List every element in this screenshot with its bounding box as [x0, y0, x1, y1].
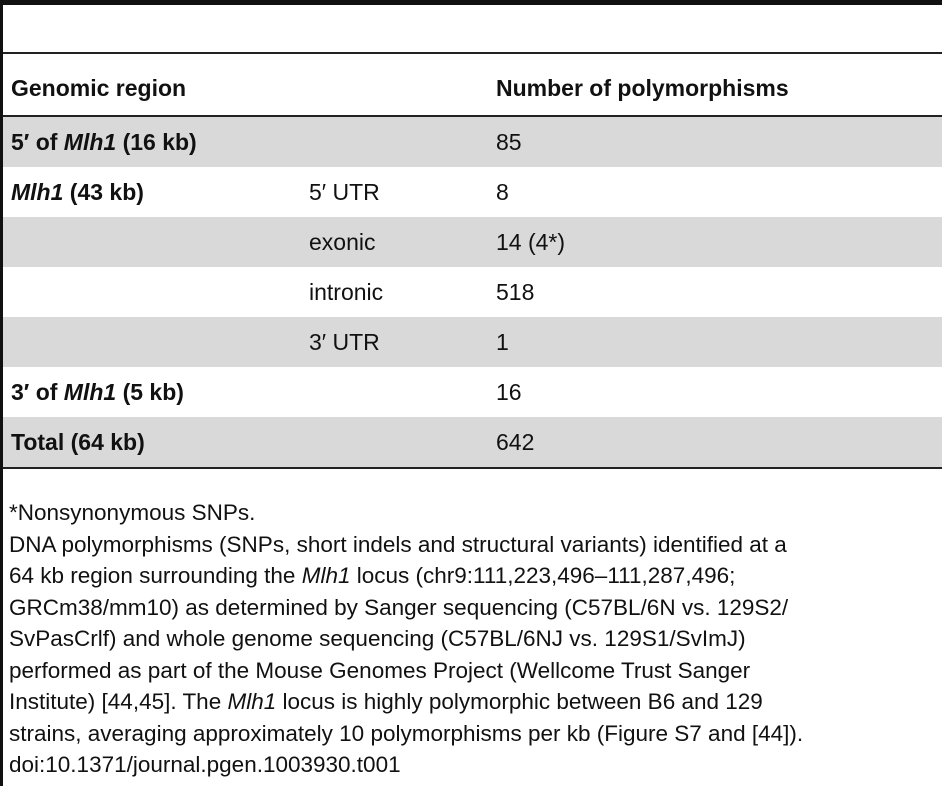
doi-text: doi:10.1371/journal.pgen.1003930.t001: [9, 752, 401, 777]
count-cell: 642: [496, 429, 535, 455]
table-row: [3, 167, 942, 217]
footnote-nonsynonymous: *Nonsynonymous SNPs.: [9, 500, 256, 525]
table-row: [3, 117, 942, 167]
gene-name: Mlh1: [11, 179, 64, 205]
gene-name: Mlh1: [63, 129, 117, 155]
header-genomic-region: Genomic region: [11, 75, 187, 101]
header-number-of-polymorphisms: Number of polymorphisms: [496, 75, 789, 101]
gene-name: Mlh1: [227, 689, 277, 714]
table-description: DNA polymorphisms (SNPs, short indels and structural variants) identified at a 64 kb region surrounding the Mlh1 locus (chr9:111,223,496–111,287,496; GRCm38/mm10) as determined by Sanger sequencing (C57BL/6N vs. 129S2/ SvPasCrlf) and whole genome sequencing (C57BL/6NJ vs. 129S1/SvImJ) performed as part of the Mouse Genomes Project (Wellcome Trust Sanger Institute) [44,45]. The Mlh1 locus is highly polymorphic between B6 and 129 strains, averaging approximately 10 polymorphisms per kb (Figure S7 and [44]).: [9, 531, 804, 746]
region-cell: Total (64 kb): [11, 429, 145, 455]
table-footnotes: [9, 497, 939, 781]
gene-name: Mlh1: [63, 379, 117, 405]
table-row: [3, 217, 942, 267]
count-cell: 518: [496, 279, 535, 305]
table-row: [3, 367, 942, 417]
polymorphism-table: [3, 62, 942, 115]
table-header-row: [3, 62, 942, 115]
gene-name: Mlh1: [301, 563, 351, 588]
count-cell: 8: [496, 179, 509, 205]
table-row: [3, 267, 942, 317]
count-cell: 85: [496, 129, 522, 155]
subregion-cell: 3′ UTR: [309, 329, 380, 355]
region-cell: 5′ of Mlh1 (16 kb): [11, 129, 197, 155]
table-row: [3, 317, 942, 367]
subregion-cell: exonic: [309, 229, 376, 255]
region-cell: 3′ of Mlh1 (5 kb): [11, 379, 184, 405]
header-top-rule: [3, 52, 942, 54]
region-cell: Mlh1 (43 kb): [11, 179, 144, 205]
subregion-cell: 5′ UTR: [309, 179, 380, 205]
subregion-cell: intronic: [309, 279, 384, 305]
table-body: [3, 117, 942, 467]
count-cell: 1: [496, 329, 509, 355]
count-cell: 14 (4*): [496, 229, 566, 255]
table-bottom-rule: [3, 467, 942, 469]
table-top-rule: [0, 0, 942, 5]
table-row-total: [3, 417, 942, 467]
count-cell: 16: [496, 379, 522, 405]
